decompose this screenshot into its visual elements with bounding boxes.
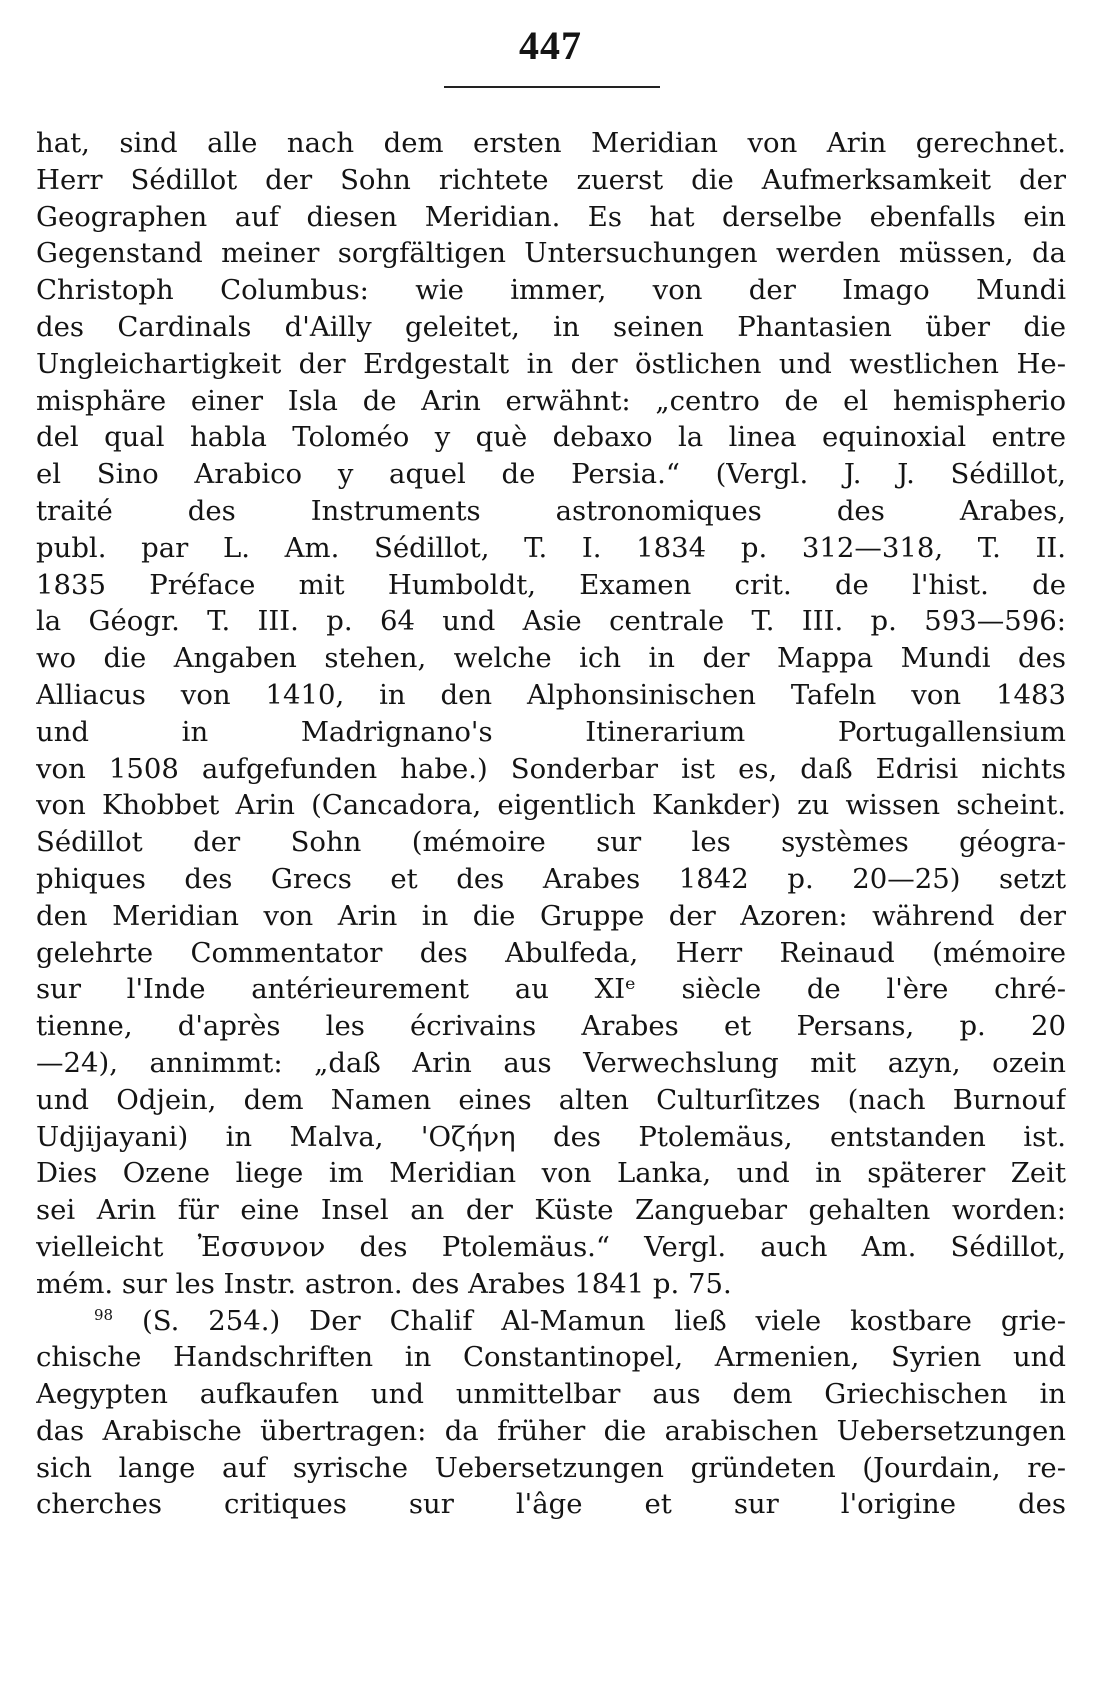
text-line: —24), annimmt: „daß Arin aus Verwechslung mit azyn, ozein (36, 1046, 1066, 1079)
text-line: von Khobbet Arin (Cancadora, eigentlich Kankder) zu wissen scheint. (36, 789, 1066, 822)
text-line: Udjijayani) in Malva, 'Οζήνη des Ptolemäus, entstanden ist. (36, 1120, 1066, 1153)
text-line: Alliacus von 1410, in den Alphonsinischen Tafeln von 1483 (36, 678, 1066, 711)
text-line: traité des Instruments astronomiques des Arabes, (36, 494, 1066, 527)
text-line: vielleicht Ἐσσυνον des Ptolemäus.“ Vergl. auch Am. Sédillot, (36, 1230, 1066, 1263)
text-line: Ungleichartigkeit der Erdgestalt in der östlichen und westlichen He- (36, 347, 1066, 380)
header-rule (444, 86, 660, 88)
text-line: publ. par L. Am. Sédillot, T. I. 1834 p. 312—318, T. II. (36, 531, 1066, 564)
text-line: 1835 Préface mit Humboldt, Examen crit. de l'hist. de (36, 568, 1066, 601)
footnote-line: sich lange auf syrische Uebersetzungen gründeten (Jourdain, re- (36, 1451, 1066, 1484)
text-line: hat, sind alle nach dem ersten Meridian von Arin gerechnet. (36, 127, 1066, 159)
text-line: Herr Sédillot der Sohn richtete zuerst die Aufmerksamkeit der (36, 163, 1066, 196)
text-line: misphäre einer Isla de Arin erwähnt: „centro de el hemispherio (36, 384, 1066, 417)
text-line: tienne, d'après les écrivains Arabes et Persans, p. 20 (36, 1010, 1066, 1043)
text-line: Sédillot der Sohn (mémoire sur les systèmes géogra- (36, 826, 1066, 859)
text-line: phiques des Grecs et des Arabes 1842 p. 20—25) setzt (36, 862, 1066, 895)
text-line: von 1508 aufgefunden habe.) Sonderbar ist es, daß Edrisi nichts (36, 752, 1066, 785)
text-line: und Odjein, dem Namen eines alten Culturſitzes (nach Burnouf (36, 1083, 1066, 1116)
text-line: und in Madrignano's Itinerarium Portugallensium (36, 715, 1066, 748)
text-line: el Sino Arabico y aquel de Persia.“ (Vergl. J. J. Sédillot, (36, 458, 1066, 491)
text-line-last: mém. sur les Instr. astron. des Arabes 1841 p. 75. (36, 1267, 732, 1300)
text-line: Dies Ozene liege im Meridian von Lanka, und in späterer Zeit (36, 1157, 1066, 1190)
footnote-line: chische Handschriften in Constantinopel, Armenien, Syrien und (36, 1341, 1066, 1374)
footnote-first-line (36, 1303, 1066, 1340)
text-line: sei Arin für eine Insel an der Küste Zanguebar gehalten worden: (36, 1194, 1066, 1227)
body-text (36, 125, 1066, 1523)
footnote-first-line-text: (S. 254.) Der Chalif Al-Mamun ließ viele kostbare grie- (142, 1304, 1066, 1337)
text-line: la Géogr. T. III. p. 64 und Asie centrale T. III. p. 593—596: (36, 605, 1066, 638)
text-line: den Meridian von Arin in die Gruppe der Azoren: während der (36, 899, 1066, 932)
footnote-marker: 98 (94, 1305, 114, 1324)
text-line: sur l'Inde antérieurement au XIᵉ siècle de l'ère chré- (36, 973, 1066, 1006)
text-line: del qual habla Toloméo y què debaxo la linea equinoxial entre (36, 421, 1066, 454)
footnote-line: cherches critiques sur l'âge et sur l'origine des (36, 1488, 1066, 1521)
text-line: Geographen auf diesen Meridian. Es hat derselbe ebenfalls ein (36, 200, 1066, 233)
footnote-line: das Arabische übertragen: da früher die arabischen Uebersetzungen (36, 1414, 1066, 1447)
text-line: des Cardinals d'Ailly geleitet, in seinen Phantasien über die (36, 310, 1066, 343)
text-line: gelehrte Commentator des Abulfeda, Herr Reinaud (mémoire (36, 936, 1066, 969)
text-line: Gegenstand meiner sorgfältigen Untersuchungen werden müssen, da (36, 237, 1066, 270)
text-line: Christoph Columbus: wie immer, von der Imago Mundi (36, 274, 1066, 307)
text-line: wo die Angaben stehen, welche ich in der Mappa Mundi des (36, 642, 1066, 675)
footnote-line: Aegypten aufkaufen und unmittelbar aus dem Griechischen in (36, 1378, 1066, 1411)
page-number: 447 (519, 23, 582, 68)
